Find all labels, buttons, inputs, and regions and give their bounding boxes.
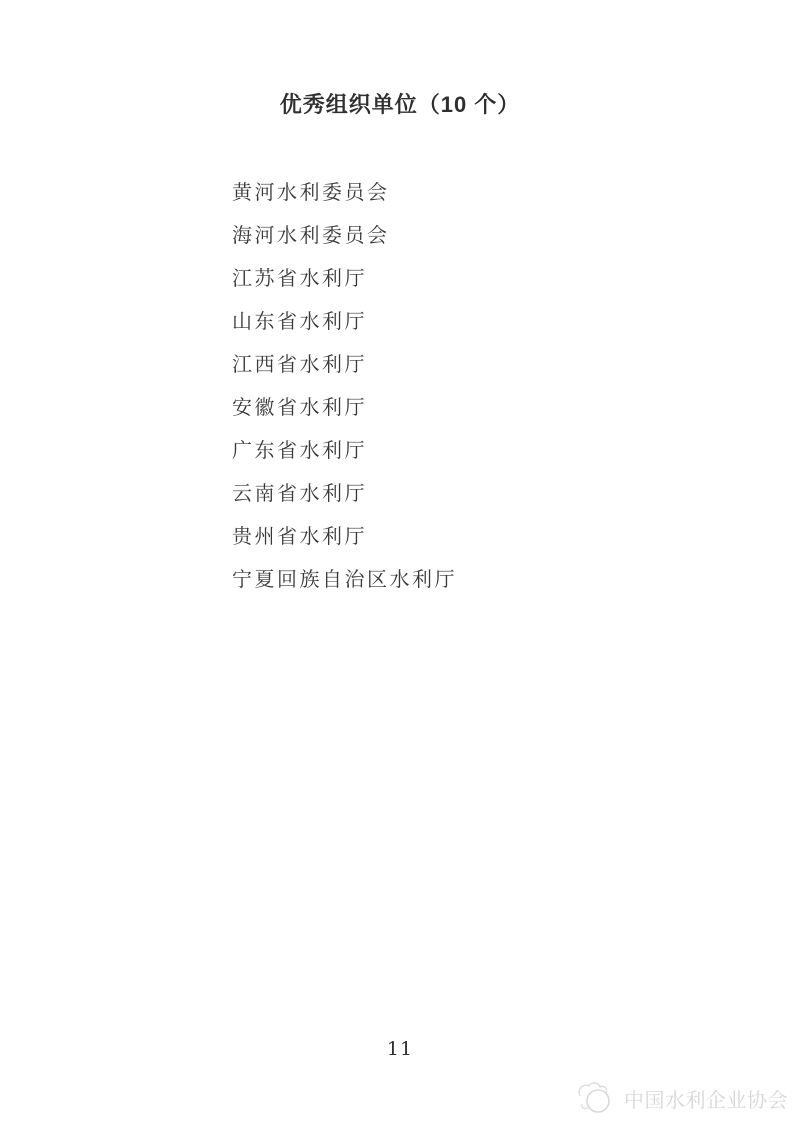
list-item: 贵州省水利厅 (232, 524, 367, 548)
list-item: 云南省水利厅 (232, 481, 367, 505)
list-item: 黄河水利委员会 (232, 180, 390, 204)
list-item: 海河水利委员会 (232, 223, 390, 247)
list-item: 安徽省水利厅 (232, 395, 367, 419)
page-title: 优秀组织单位（10 个） (279, 92, 521, 117)
watermark (575, 1080, 788, 1116)
list-item: 江西省水利厅 (232, 352, 367, 376)
watermark-text: 中国水利企业协会 (624, 1089, 788, 1112)
page-number: 11 (386, 1038, 414, 1060)
list-item: 江苏省水利厅 (232, 266, 367, 290)
list-item: 山东省水利厅 (232, 309, 367, 333)
list-item: 宁夏回族自治区水利厅 (232, 567, 457, 591)
wcea-logo-icon (575, 1080, 617, 1116)
unit-list (232, 176, 457, 606)
list-item: 广东省水利厅 (232, 438, 367, 462)
